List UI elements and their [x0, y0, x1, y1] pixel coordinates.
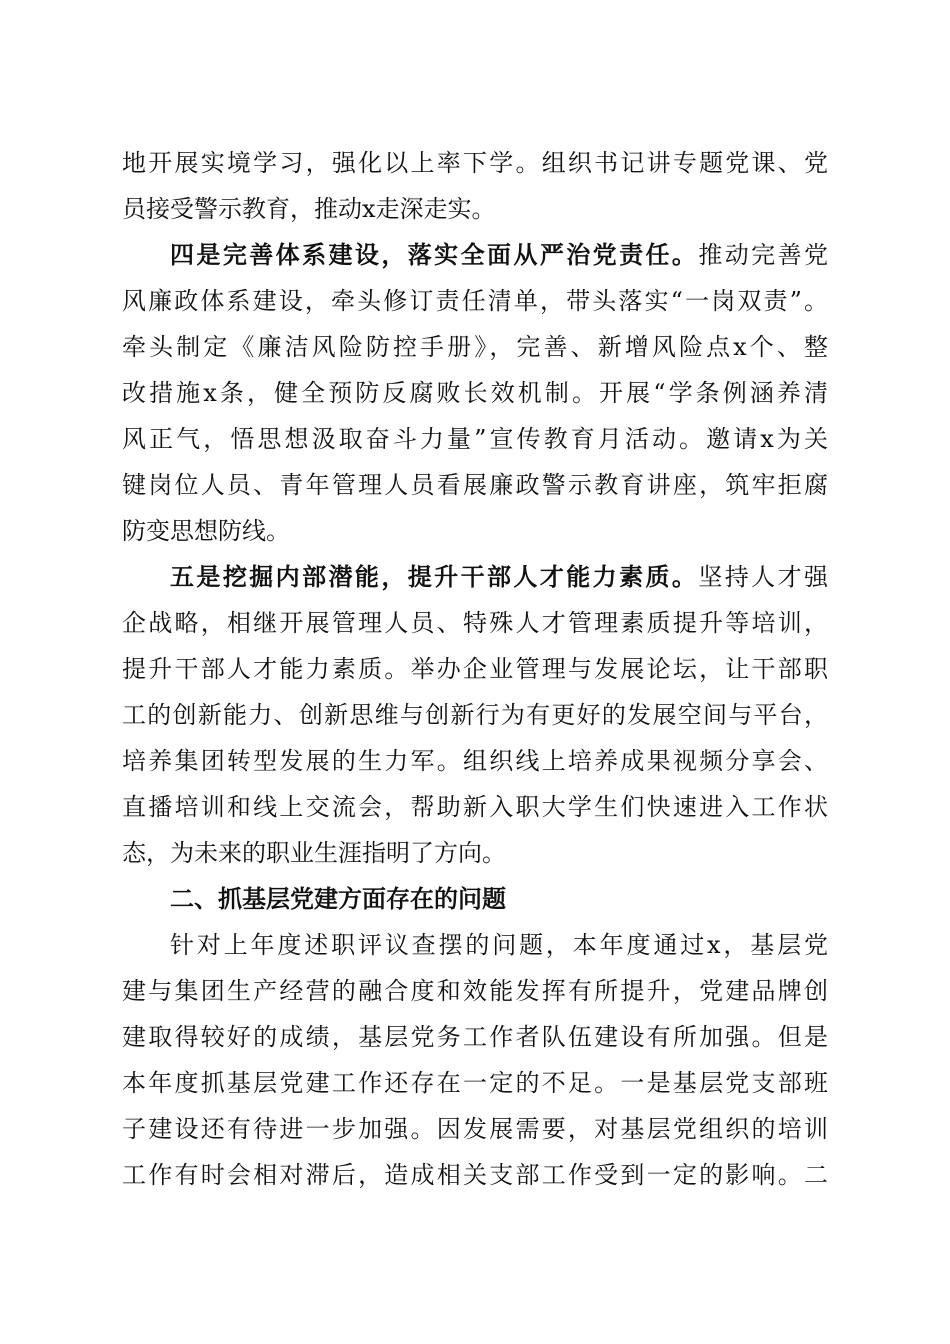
text-line	[122, 1014, 828, 1060]
text-run: 直播培训和线上交流会，帮助新入职大学生们快速进入工作状	[122, 793, 828, 821]
text-run: 工的创新能力、创新思维与创新行为有更好的发展空间与平台，	[122, 701, 828, 729]
text-run: 建与集团生产经营的融合度和效能发挥有所提升，党建品牌创	[122, 977, 828, 1005]
text-run: 本年度抓基层党建工作还存在一定的不足。一是基层党支部班	[122, 1069, 828, 1097]
text-run: 子建设还有待进一步加强。因发展需要，对基层党组织的培训	[122, 1115, 828, 1143]
text-line	[122, 692, 828, 738]
paragraph-start-line	[122, 922, 828, 968]
paragraph-end-line	[122, 830, 828, 876]
text-line	[122, 1106, 828, 1152]
body-text	[122, 140, 828, 1198]
text-line	[122, 968, 828, 1014]
text-line	[122, 140, 828, 186]
text-run: 提升干部人才能力素质。举办企业管理与发展论坛，让干部职	[122, 655, 828, 683]
text-run: 培养集团转型发展的生力军。组织线上培养成果视频分享会、	[122, 747, 828, 775]
section-heading	[122, 876, 828, 922]
text-run: 推动完善党	[698, 241, 828, 269]
text-run: 改措施x条，健全预防反腐败长效机制。开展“学条例涵养清	[122, 379, 828, 407]
text-line	[122, 646, 828, 692]
text-run: 牵头制定《廉洁风险防控手册》，完善、新增风险点x个、整	[122, 333, 828, 361]
text-line	[122, 784, 828, 830]
text-run: 风正气，悟思想汲取奋斗力量”宣传教育月活动。邀请x为关	[122, 425, 828, 453]
text-line	[122, 1060, 828, 1106]
text-line	[122, 1152, 828, 1198]
paragraph-lead-bold: 五是挖掘内部潜能，提升干部人才能力素质。	[170, 562, 699, 591]
text-run: 员接受警示教育，推动x走深走实。	[122, 195, 496, 223]
text-run: 态，为未来的职业生涯指明了方向。	[122, 839, 506, 867]
text-line	[122, 370, 828, 416]
paragraph-end-line	[122, 508, 828, 554]
text-line	[122, 462, 828, 508]
text-line	[122, 738, 828, 784]
text-run: 风廉政体系建设，牵头修订责任清单，带头落实“一岗双责”。	[122, 287, 828, 315]
paragraph-start-line	[122, 554, 828, 600]
text-run: 地开展实境学习，强化以上率下学。组织书记讲专题党课、党	[122, 149, 828, 177]
text-line	[122, 600, 828, 646]
paragraph-lead-bold: 四是完善体系建设，落实全面从严治党责任。	[170, 240, 699, 269]
text-line	[122, 278, 828, 324]
text-run: 键岗位人员、青年管理人员看展廉政警示教育讲座，筑牢拒腐	[122, 471, 828, 499]
paragraph-end-line	[122, 186, 828, 232]
text-run: 建取得较好的成绩，基层党务工作者队伍建设有所加强。但是	[122, 1023, 828, 1051]
text-run: 防变思想防线。	[122, 517, 290, 545]
text-run: 工作有时会相对滞后，造成相关支部工作受到一定的影响。二	[122, 1161, 828, 1189]
text-line	[122, 324, 828, 370]
text-line	[122, 416, 828, 462]
text-run: 坚持人才强	[698, 563, 828, 591]
section-heading-text: 二、抓基层党建方面存在的问题	[170, 885, 506, 913]
paragraph-start-line	[122, 232, 828, 278]
text-run: 针对上年度述职评议查摆的问题，本年度通过x，基层党	[170, 931, 828, 959]
text-run: 企战略，相继开展管理人员、特殊人才管理素质提升等培训，	[122, 609, 828, 637]
